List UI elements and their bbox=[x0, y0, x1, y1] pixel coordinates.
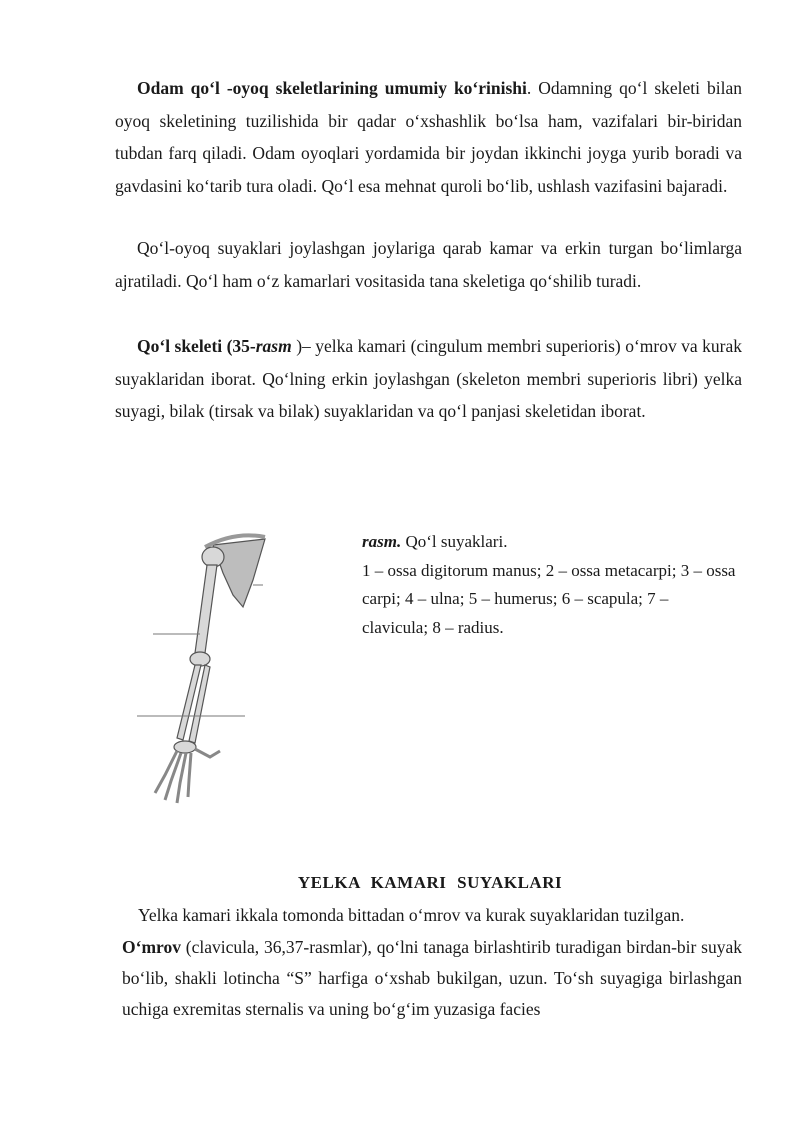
caption-legend: 1 – ossa digitorum manus; 2 – ossa metacarpi; 3 – ossa carpi; 4 – ulna; 5 – humerus; 6 – scapula; 7 – clavicula; 8 – radius. bbox=[362, 560, 736, 637]
paragraph-title: O‘mrov bbox=[122, 937, 181, 957]
figure-caption bbox=[362, 528, 737, 642]
arm-skeleton-figure bbox=[125, 525, 275, 805]
paragraph-title: Odam qo‘l -oyoq skeletlarining umumiy ko‘rinishi bbox=[137, 78, 527, 98]
paragraph-title-italic: rasm bbox=[255, 336, 292, 356]
paragraph-body: . Odamning qo‘l skeleti bilan oyoq skeletining tuzilishida bir qadar o‘xshashlik bo‘lsa ham, vazifalari bir-biridan tubdan farq qiladi. Odam oyoqlari yordamida bir joydan ikkinchi joyga yurib boradi va gavdasini ko‘tarib tura oladi. Qo‘l esa mehnat quroli bo‘lib, ushlash vazifasini bajaradi. bbox=[115, 78, 742, 196]
paragraph-shoulder-girdle bbox=[122, 900, 742, 931]
paragraph-body: (clavicula, 36,37-rasmlar), qo‘lni tanaga birlashtirib turadigan birdan-bir suyak bo‘lib, shakli lotincha “S” harfiga o‘xshab bukilgan, uzun. To‘sh suyagiga birlashgan uchiga exremitas sternalis va uning bo‘g‘im yuzasiga facies bbox=[122, 937, 742, 1019]
section-heading: YELKA KAMARI SUYAKLARI bbox=[297, 873, 563, 892]
paragraph-clavicle bbox=[122, 932, 742, 1025]
paragraph-body: Yelka kamari ikkala tomonda bittadan o‘mrov va kurak suyaklaridan tuzilgan. bbox=[138, 905, 685, 925]
paragraph-general-view bbox=[115, 72, 742, 202]
paragraph-arm-skeleton bbox=[115, 330, 742, 428]
caption-title: rasm. Qo‘l suyaklari. bbox=[362, 532, 508, 551]
paragraph-body: Qo‘l-oyoq suyaklari joylashgan joylariga qarab kamar va erkin turgan bo‘limlarga ajratiladi. Qo‘l ham o‘z kamarlari vositasida tana skeletiga qo‘shilib turadi. bbox=[115, 238, 742, 291]
paragraph-limb-division bbox=[115, 232, 742, 297]
paragraph-title: Qo‘l skeleti (35- bbox=[137, 336, 256, 356]
arm-bones-illustration bbox=[125, 525, 275, 805]
paragraph-body: )– yelka kamari (cingulum membri superioris) o‘mrov va kurak suyaklaridan iborat. Qo‘lning erkin joylashgan (skeleton membri superioris libri) yelka suyagi, bilak (tirsak va bilak) suyaklaridan va qo‘l panjasi skeletidan iborat. bbox=[115, 336, 742, 421]
